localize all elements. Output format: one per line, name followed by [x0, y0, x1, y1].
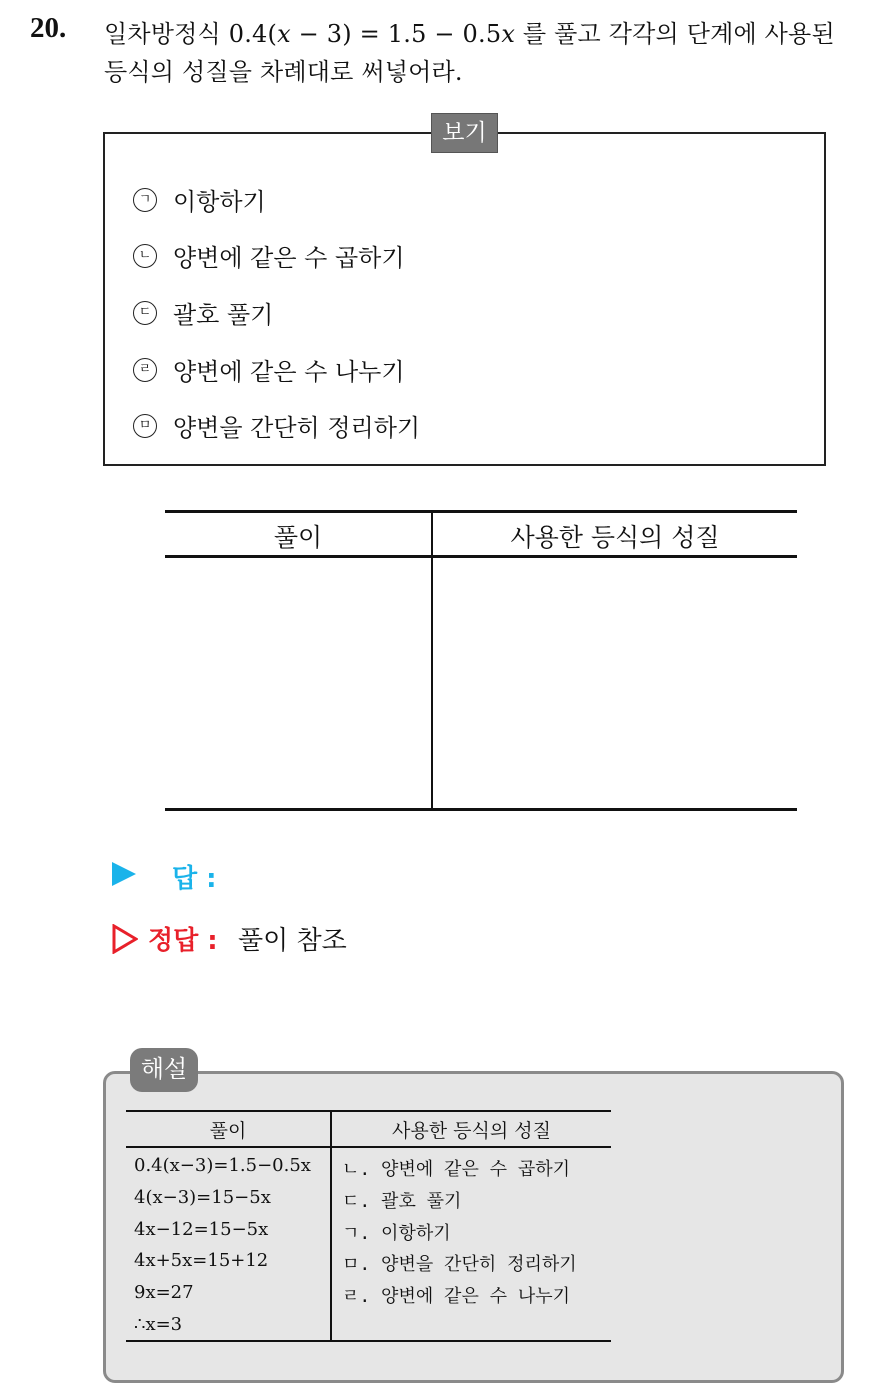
used-property: ㄱ. 이항하기 [342, 1223, 451, 1244]
table-rule-top [165, 510, 797, 513]
solution-step: 9x=27 [134, 1282, 194, 1303]
table-divider [330, 1110, 332, 1342]
bogi-item-text: 양변에 같은 수 나누기 [173, 358, 405, 386]
solution-step: 0.4(x−3)=1.5−0.5x [134, 1155, 311, 1176]
bogi-item-text: 괄호 풀기 [173, 301, 274, 329]
answer-label: 답 : [172, 864, 217, 894]
solution-step: ∴x=3 [134, 1314, 183, 1335]
correct-arrow-icon [112, 924, 138, 954]
used-property: ㄹ. 양변에 같은 수 나누기 [342, 1286, 571, 1307]
table-rule-bottom [165, 808, 797, 811]
bogi-item [133, 408, 420, 443]
table-header-solution: 풀이 [273, 523, 323, 552]
correct-answer-value: 풀이 참조 [238, 926, 347, 956]
circled-mark: ㄱ [133, 188, 157, 212]
work-table [165, 510, 797, 812]
question-text-line2: 등식의 성질을 차례대로 써넣어라. [104, 58, 463, 86]
bogi-item [133, 295, 273, 330]
explanation-title: 해설 [130, 1048, 198, 1092]
table-rule-header [126, 1146, 611, 1148]
table-header-solution: 풀이 [209, 1120, 247, 1142]
circled-mark: ㅁ [133, 414, 157, 438]
table-header-property: 사용한 등식의 성질 [392, 1120, 551, 1142]
table-rule-bottom [126, 1340, 611, 1342]
correct-answer-label: 정답 : [148, 926, 218, 956]
circled-mark: ㄴ [133, 244, 157, 268]
used-property: ㄷ. 괄호 풀기 [342, 1191, 462, 1212]
bogi-item [133, 352, 405, 387]
explanation-table [126, 1110, 611, 1342]
circled-mark: ㄹ [133, 358, 157, 382]
table-rule-top [126, 1110, 611, 1112]
solution-step: 4(x−3)=15−5x [134, 1187, 271, 1208]
bogi-item [133, 238, 405, 273]
question-text-line1: 일차방정식 0.4(x − 3) = 1.5 − 0.5x 를 풀고 각각의 단계에 사용된 [104, 20, 835, 48]
bogi-item [133, 182, 266, 217]
table-header-property: 사용한 등식의 성질 [510, 523, 720, 552]
solution-answer-area[interactable] [165, 558, 431, 808]
circled-mark: ㄷ [133, 301, 157, 325]
used-property: ㅁ. 양변을 간단히 정리하기 [342, 1254, 577, 1275]
used-property: ㄴ. 양변에 같은 수 곱하기 [342, 1159, 571, 1180]
solution-step: 4x−12=15−5x [134, 1219, 269, 1240]
bogi-item-text: 양변을 간단히 정리하기 [173, 414, 421, 442]
bogi-title: 보기 [431, 113, 498, 153]
question-number: 20. [30, 12, 67, 44]
property-answer-area[interactable] [433, 558, 797, 808]
bogi-item-text: 양변에 같은 수 곱하기 [173, 244, 405, 272]
solution-step: 4x+5x=15+12 [134, 1250, 269, 1271]
answer-arrow-icon [112, 862, 136, 886]
bogi-item-text: 이항하기 [173, 188, 266, 216]
